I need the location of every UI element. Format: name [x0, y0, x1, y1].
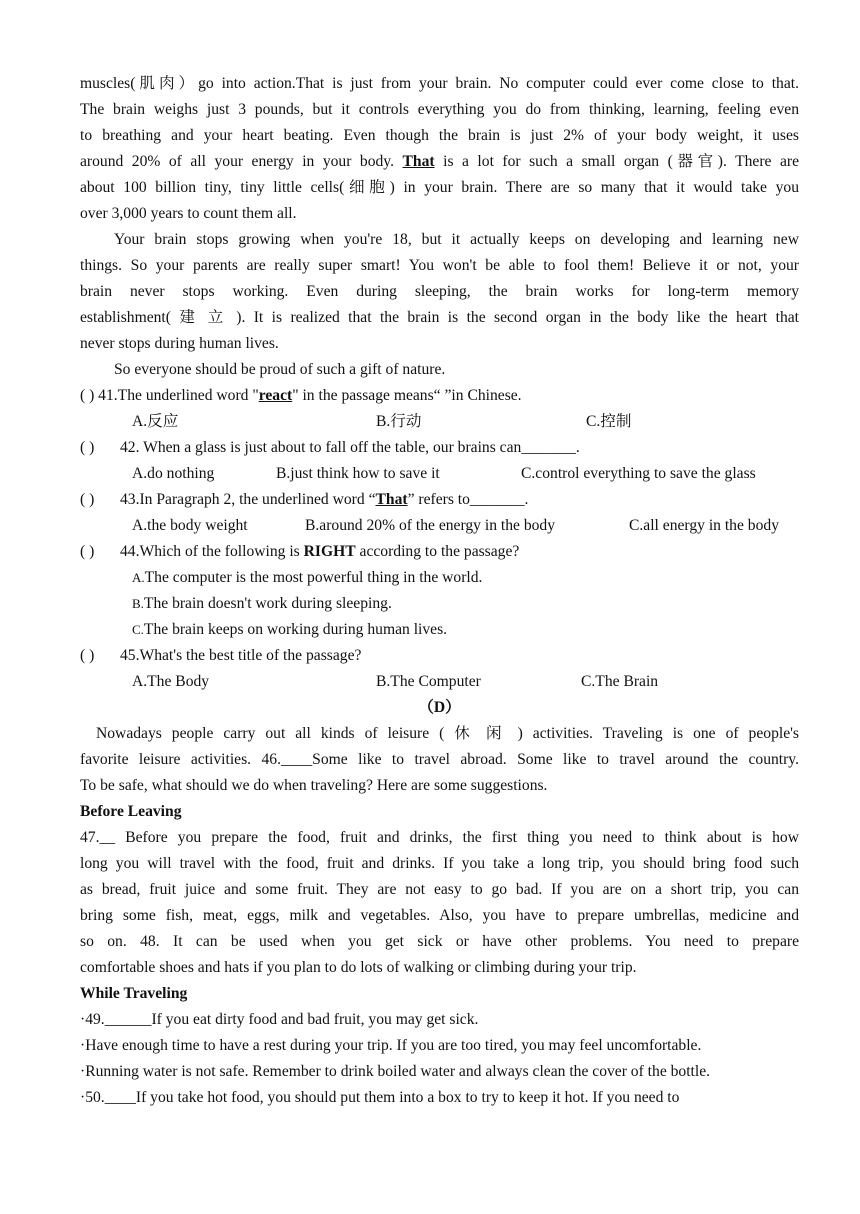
- question-42: [80, 435, 799, 461]
- bullet-item: [80, 1085, 799, 1111]
- document-page: [80, 71, 799, 1111]
- option-b: B.around 20% of the energy in the body: [305, 517, 556, 534]
- options-42: [80, 461, 799, 487]
- passage-line: [80, 71, 799, 97]
- text: The brain weighs just 3 pounds, but it controls everything you do from thinking, learning, feeling even: [80, 101, 799, 118]
- blank: _______: [521, 439, 576, 456]
- passage-line: [80, 201, 799, 227]
- passage-line: [80, 929, 799, 955]
- passage-line: [80, 877, 799, 903]
- passage-line: [80, 825, 799, 851]
- option-c: [80, 617, 799, 643]
- blank: _______: [469, 491, 525, 508]
- text: so on. 48. It can be used when you get sick or have other problems. You need to prepare: [80, 933, 799, 950]
- option-a: A.the body weight: [132, 517, 248, 534]
- text: favorite leisure activities. 46.: [80, 751, 281, 768]
- text: about 100 billion tiny, tiny little cells(细胞) in your brain. There are so many that it would take you: [80, 179, 799, 196]
- blank: ____: [104, 1089, 136, 1106]
- passage-line: [80, 955, 799, 981]
- option-a: [80, 565, 799, 591]
- text: long you will travel with the food, fruit and drinks. If you take a long trip, you should bring food such: [80, 855, 799, 872]
- subheading-while-traveling: [80, 981, 799, 1007]
- text: ” refers to: [407, 491, 470, 508]
- text: 42. When a glass is just about to fall off the table, our brains can: [120, 439, 522, 456]
- text: If you eat dirty food and bad fruit, you may get sick.: [151, 1011, 479, 1028]
- text: ( ) 41.The underlined word ": [80, 387, 259, 404]
- blank: __: [99, 829, 116, 846]
- text: brain never stops working. Even during sleeping, the brain works for long-term memory: [80, 283, 799, 300]
- text: comfortable shoes and hats if you plan to do lots of walking or climbing during your trip.: [80, 959, 637, 976]
- underlined-word-that: That: [402, 153, 435, 170]
- passage-line: [80, 279, 799, 305]
- text: " in the passage means“ ”in Chinese.: [292, 387, 522, 404]
- text: .: [575, 439, 580, 456]
- option-c: C.all energy in the body: [629, 517, 779, 534]
- answer-paren: ( ): [80, 439, 95, 456]
- text: To be safe, what should we do when traveling? Here are some suggestions.: [80, 777, 548, 794]
- passage-line: [80, 97, 799, 123]
- passage-line: [80, 305, 799, 331]
- option-c: C.control everything to save the glass: [521, 465, 756, 482]
- blank: ____: [280, 751, 313, 768]
- option-letter: C.: [132, 622, 144, 637]
- text: While Traveling: [80, 985, 188, 1002]
- bullet-item: [80, 1033, 799, 1059]
- option-text: The brain keeps on working during human lives.: [143, 621, 448, 638]
- text: ·Running water is not safe. Remember to drink boiled water and always clean the cover of the bottle.: [80, 1063, 711, 1080]
- option-c: C.The Brain: [581, 673, 659, 690]
- question-45: [80, 643, 799, 669]
- passage-line: [80, 851, 799, 877]
- passage-line: [80, 123, 799, 149]
- passage-line: [80, 175, 799, 201]
- text: never stops during human lives.: [80, 335, 279, 352]
- text: So everyone should be proud of such a gift of nature.: [114, 361, 446, 378]
- passage-line: [80, 903, 799, 929]
- answer-paren: ( ): [80, 491, 95, 508]
- option-text: The brain doesn't work during sleeping.: [143, 595, 392, 612]
- text: as bread, fruit juice and some fruit. They are not easy to go bad. If you are on a short trip, you can: [80, 881, 799, 898]
- bullet-item: [80, 1059, 799, 1085]
- text: muscles(肌肉）go into action.That is just from your brain. No computer could ever come close to that.: [80, 75, 799, 92]
- text: Before Leaving: [80, 803, 182, 820]
- text: 44.Which of the following is: [120, 543, 300, 560]
- bullet-item: [80, 1007, 799, 1033]
- text: （D）: [418, 699, 461, 716]
- option-a: A.do nothing: [132, 465, 215, 482]
- text: Nowadays people carry out all kinds of leisure ( 休 闲 ) activities. Traveling is one of people's: [96, 725, 799, 742]
- section-heading: [80, 695, 799, 721]
- text: If you take hot food, you should put them into a box to try to keep it hot. If you need to: [135, 1089, 680, 1106]
- text: over 3,000 years to count them all.: [80, 205, 297, 222]
- text: according to the passage?: [359, 543, 520, 560]
- option-c: C.控制: [586, 413, 632, 430]
- text: .: [524, 491, 529, 508]
- options-43: [80, 513, 799, 539]
- option-letter: B.: [132, 596, 144, 611]
- answer-paren: ( ): [80, 647, 95, 664]
- passage-line: [80, 331, 799, 357]
- answer-paren: ( ): [80, 543, 95, 560]
- text: 43.In Paragraph 2, the underlined word “: [120, 491, 376, 508]
- text: to breathing and your heart beating. Even though the brain is just 2% of your body weight, it uses: [80, 127, 799, 144]
- option-b: B.just think how to save it: [276, 465, 440, 482]
- options-41: [80, 409, 799, 435]
- underlined-word-react: react: [258, 387, 293, 404]
- text: Your brain stops growing when you're 18, but it actually keeps on developing and learning new: [114, 231, 799, 248]
- option-b: B.行动: [376, 413, 422, 430]
- options-45: [80, 669, 799, 695]
- text: ·50.: [80, 1089, 105, 1106]
- text: things. So your parents are really super smart! You won't be able to fool them! Believe it or not, your: [80, 257, 799, 274]
- text: is a lot for such a small organ (器官). There are: [443, 153, 799, 170]
- option-b: B.The Computer: [376, 673, 481, 690]
- question-43: [80, 487, 799, 513]
- question-41: [80, 383, 799, 409]
- option-letter: A.: [132, 570, 145, 585]
- text: ·Have enough time to have a rest during your trip. If you are too tired, you may feel uncomfortable.: [80, 1037, 702, 1054]
- text: around 20% of all your energy in your body.: [80, 153, 394, 170]
- bold-word-right: RIGHT: [303, 543, 356, 560]
- passage-line: [80, 721, 799, 747]
- passage-line: [80, 227, 799, 253]
- text: establishment( 建 立 ). It is realized that the brain is the second organ in the body like the heart that: [80, 309, 799, 326]
- question-44: [80, 539, 799, 565]
- text: ·49.: [80, 1011, 105, 1028]
- blank: ______: [104, 1011, 152, 1028]
- passage-line: [80, 149, 799, 175]
- passage-line: [80, 773, 799, 799]
- text: 45.What's the best title of the passage?: [120, 647, 362, 664]
- option-text: The computer is the most powerful thing in the world.: [144, 569, 483, 586]
- option-a: A.反应: [132, 413, 179, 430]
- subheading-before-leaving: [80, 799, 799, 825]
- option-b: [80, 591, 799, 617]
- text: 47.: [80, 829, 100, 846]
- passage-line: [80, 747, 799, 773]
- text: Before you prepare the food, fruit and drinks, the first thing you need to think about is how: [115, 829, 799, 846]
- passage-line: [80, 253, 799, 279]
- option-a: A.The Body: [132, 673, 210, 690]
- text: Some like to travel abroad. Some like to travel around the country.: [312, 751, 799, 768]
- passage-line: [80, 357, 799, 383]
- underlined-word-that: That: [375, 491, 408, 508]
- text: bring some fish, meat, eggs, milk and vegetables. Also, you have to prepare umbrellas, medicine and: [80, 907, 799, 924]
